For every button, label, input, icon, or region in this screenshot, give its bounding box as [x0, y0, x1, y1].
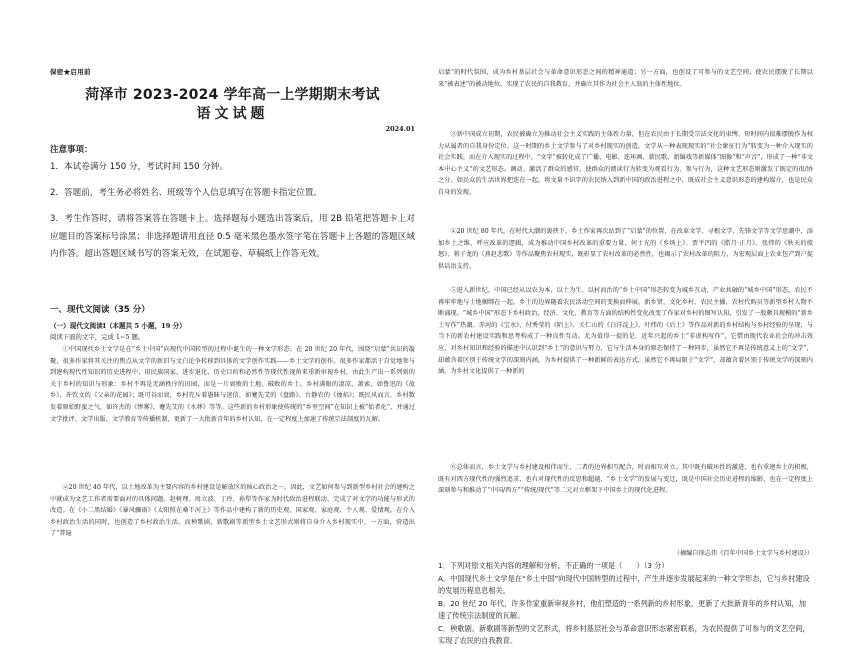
exam-title: 菏泽市 2023-2024 学年高一上学期期末考试: [85, 87, 380, 103]
option-a: A．中国现代乡土文学是在“乡土中国”向现代中国转型的过程中，产生并逐步发展起来的一种文学形态，它与乡村建设的发展历程息息相关。: [438, 573, 810, 595]
notice-heading: 注意事项：: [50, 145, 93, 155]
notice-item: 1．本试卷满分 150 分，考试时间 150 分钟。: [50, 162, 229, 172]
passage-paragraph: ③新中国成立初期，农民被确立为推动社会主义实践的主体性力量，但在农民由于长期受宗法文化的束缚，短时间内很难摆脱作为权力从属者的自我身份定位。这一时期的乡土文学参与了对乡村现实的创造，文学从一种表现现实的“社会象征行为”转变为一种介入现实的社会实践。而在介入现实的过程中，“文字”被转化成了广播、电影、连环画、新民歌、新编戏等新媒体“图像”和“声音”，形成了一种“非文本中心主义”的文艺形态。调动、激活了群众的感官，使群众的阅读行为转变为观看行为、参与行为，这种文艺形态则激发了既定的很/协之分。如民众的生活世界把连在一起，将文量不识字的农民纳入到新中国的政治进程之中，既成社会主义意识形态的建构媒介，也是民众自身的发现。: [438, 131, 813, 196]
subsection-heading: （一）现代文阅读Ⅰ（本题共 5 小题，19 分）: [50, 322, 186, 330]
notice-item: 2．答题前，考生务必将姓名、班级等个人信息填写在答题卡指定位置。: [50, 188, 322, 198]
passage-paragraph: 启蒙”的时代氛围，成为乡村基层社会与革命意识形态之间的精神通道；另一方面，也创设了可参与的文艺空间，使农民摆脱了长期以来“被表述”的被动地位，实现了农民的自我教育，并确立其作为社会主人翁的主体性地位。: [438, 69, 813, 88]
reading-instruction: 阅读下面的文字，完成 1~5 题。: [50, 333, 145, 341]
notice-item: 3．考生作答时，请将答案答在答题卡上。选择题每小题选出答案后，用 2B 铅笔把答题卡上对应题目的答案标号涂黑；非选择题请用直径 0.5 毫米黑色墨水签字笔在答题卡上各题的答题区域内作答。超出答题区域书写的答案无效，在试题卷、草稿纸上作答无效。: [50, 214, 415, 259]
passage-paragraph: ②20 世纪 40 年代，以土地改革为主要内容的乡村建设是解放区的核心政治之一。因此，文艺如何参与到新型乡村社会的建构之中就成为文艺工作者需要面对的具体问题。赵树理、周立波、丁玲、孙犁等作家为时代政治进程联动，完成了对文学的功能与形式的改造。在《小二黑结婚》《暴风骤雨》《太阳照在桑干河上》等作品中建构了新的历史观、国家观、家庭观、个人观、爱情观。在介入乡村政治生活的同时，也创造了乡村政治生活。而秧歌剧、新歌剧等新型乡土文艺形式则将自身介入乡村现实中，一方面，营造出了“普遍: [50, 484, 415, 538]
right-column: [438, 0, 813, 645]
question-1: [438, 560, 813, 648]
passage-paragraph: ⑥总体而言，乡土文学与乡村建设相伴而生，二者的边界相互配合，时而相互对立。其中既有破坏性的激进，也有重建乡土的积极，既有对西方现代性的强烈追求，也有对现代性的反思和超越，“乡土文学”的发展与变迁，既是中国社会历史进程的缩影，也在一定程度上深刻参与和推动了“中国/西方”“传统/现代”等二元对立框架下中国乡土的现代化进程。: [438, 464, 813, 495]
confidential-label: 保密★启用前: [50, 68, 91, 76]
question-stem: 1．下列对原文相关内容的理解和分析，不正确的一项是（ ）（3 分）: [438, 561, 669, 570]
exam-subtitle: 语文试题: [196, 106, 269, 122]
passage-paragraph: ⑤进入新世纪，中国已经从以农为本、以土为生、以村而治的“乡土中国”形态转变为城乡互动、产业共融的“城乡中国”形态，农民不再牢牢地与土地捆绑在一起，乡土的边界随着农民活动空间的变换而伸展，新乡贤、文化乡村、农民主播、农村代购员等新型乡村人物不断涌现。“城乡中国”形态下乡村政治、经济、文化、教育等方面的结构性变化改变了作家对乡村的图写认知，引发了一股颇具规模的“新乡土写作”热潮。赤河的《宝水》、付秀莹的《陌上》、关仁山的《白洋淀上》、叶炜的《后土》等作品对新的乡村结构与乡村经验的呈现，与当下的新农村建设实践和思考构成了一种良性互动。尤为值得一提的是，近年兴起的乡土“非虚构写作”，它借由现代农业社会的冲击效应，对乡村知识和经验的描述中认识到“乡土”的意识与努力，它与生活本身的原态保持了一种同步，虽然它不再是传统意义上的“文学”，却蕴含着区别于传统文学的深刻内涵，为乡村提供了一种新鲜的表达方式，虽然它不再局限于“文学”，却蕴含着区别于传统文学的深刻内涵，为乡村文化提供了一种新的: [438, 287, 813, 376]
exam-date: 2024.01: [385, 125, 415, 133]
passage-paragraph: ④20 世纪 80 年代，在时代大潮的裹挟下，乡土作家再次站到了“启蒙”的位置，在改革文学、寻根文学、先锋文学等文学思潮中，添加乡土之维，呼应改革的逻辑，成为推动中国乡村改革的重要力量，何士光的《乡场上》、贾平凹的《腊月·正月》、张炜的《秋天的愤怒》、蒋子龙的《燕赵悲歌》等作品聚焦农村现实，既彰显了农村改革的必然性，也揭示了农村改革的阻力，为宏观层面上农业包产到户提供话语支持。: [438, 228, 813, 270]
option-c: C．秧歌剧、新歌剧等新型的文艺形式，将乡村基层社会与革命意识形态紧密联系，为农民提供了可参与的文艺空间，实现了农民的自我教育。: [438, 623, 810, 645]
option-b: B．20 世纪 20 年代，许多作家重新审视乡村，他们塑造的一系列新的乡村形象，更新了大批新青年的乡村认知，加速了传统宗法制度的瓦解。: [438, 598, 806, 620]
section-heading: 一、现代文阅读（35 分）: [50, 305, 150, 315]
left-column: [50, 0, 415, 608]
passage-source: （摘编自徐志伟《百年中国乡土文学与乡村建设》）: [673, 550, 813, 557]
passage-paragraph: ①中国现代乡土文学是在“乡土中国”向现代中国转型的过程中诞生的一种文学形态。在 20 世纪 20 年代，围绕“启蒙”共识的凝聚，很多作家将其关注的焦点从文学的新旧与文白论争转移到具体的文学创作实践——乡土文学的创作。很多作家都活于自觉地参与到建构现代性知识的历史进程中，用民族国家、进步退化、历史目的和必然性等现代性视角来重新审视乡村，由此生产出一系列新的关于乡村的知识与形象：乡村不再是无涵秩序的田园，而是一片衰败的土地、破败的乡土。乡村满眼的凄凉、萧索，如鲁迅的《故乡》，许钦文的《父亲的花园》；既可谷而衰，乡村充斥着愚昧与迷信，如蹇先艾的《盘路》、台静农的《烛焰》；既民风而言，乡村数发着原始野蛮之气，如许杰的《惨雾》、蹇先艾的《水葬》等等。这些新的乡村形象使传统的“乡里空间”在知识上被“始者化”，并通过文学批评、文学出版、文学教育等传播机制，更新了一大批新青年的乡村认知，在一定程度上加速了传统宗法制度的瓦解。: [50, 346, 415, 423]
